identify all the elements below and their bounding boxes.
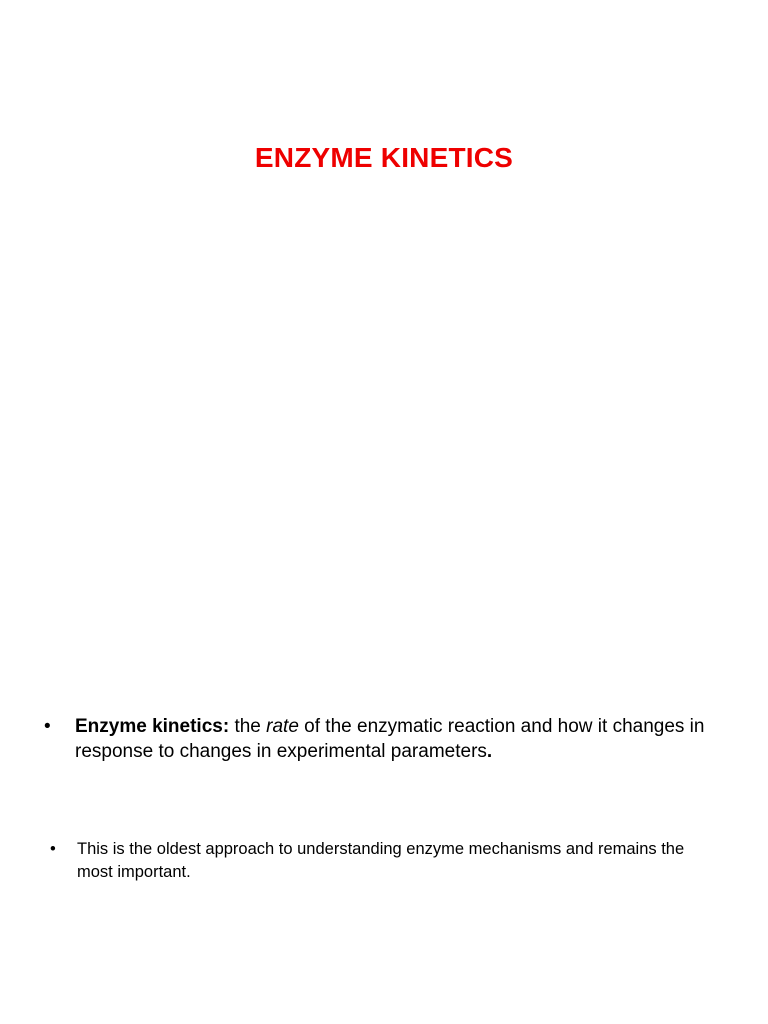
definition-period: . — [486, 741, 493, 762]
definition-body: of the enzymatic reaction and how it changes in response to changes in experimental parameters — [75, 716, 705, 762]
bullet-dot-icon: • — [44, 716, 51, 737]
bullet-item-approach — [50, 838, 690, 884]
bullet-dot-icon: • — [50, 840, 56, 858]
term-label: Enzyme kinetics: — [75, 716, 230, 737]
definition-connector: the — [229, 716, 267, 737]
emphasized-word: rate — [266, 716, 299, 737]
page-title: ENZYME KINETICS — [254, 142, 514, 173]
bullet-text-definition — [75, 714, 734, 764]
bullet-text-approach: This is the oldest approach to understanding enzyme mechanisms and remains the most important. — [77, 840, 685, 881]
bullet-item-definition — [44, 714, 734, 764]
